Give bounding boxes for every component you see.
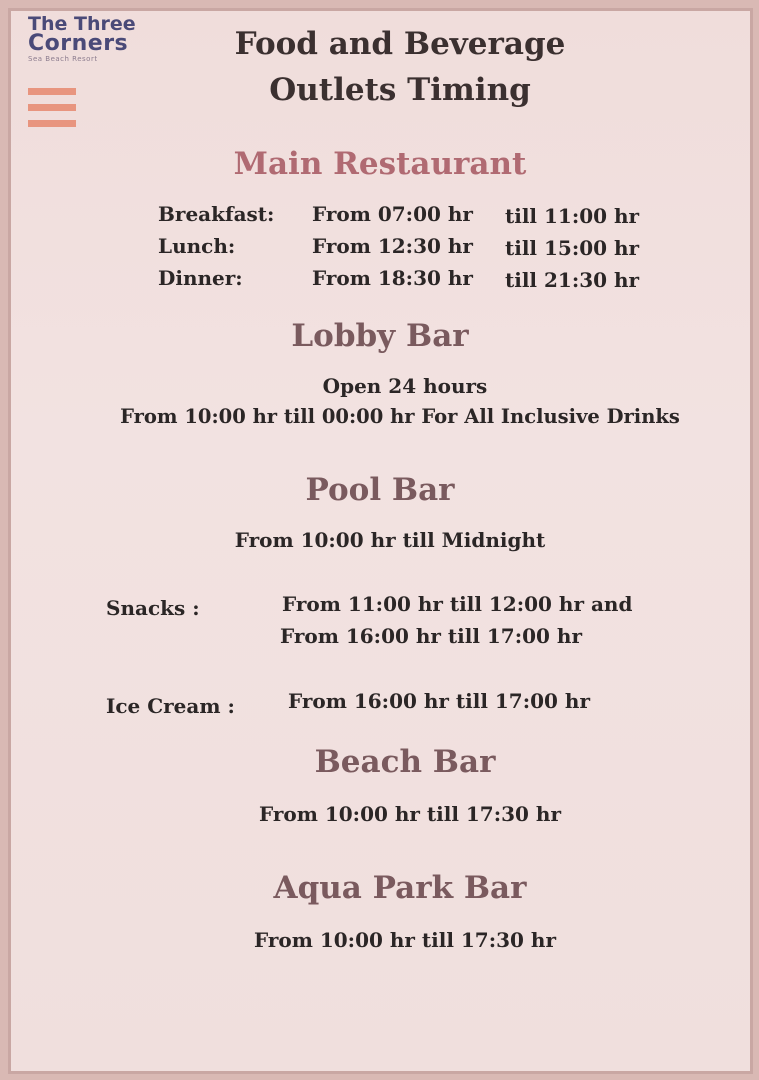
pool-bar-hours: From 10:00 hr till Midnight bbox=[234, 528, 546, 552]
page-title-line-2: Outlets Timing bbox=[269, 72, 531, 108]
dinner-till: till 21:30 hr bbox=[505, 268, 640, 292]
aqua-park-bar-hours: From 10:00 hr till 17:30 hr bbox=[254, 928, 556, 952]
lobby-bar-heading: Lobby Bar bbox=[291, 318, 469, 354]
main-restaurant-heading: Main Restaurant bbox=[233, 146, 527, 182]
logo-line-1: The Three bbox=[28, 13, 136, 35]
lunch-label: Lunch: bbox=[158, 234, 236, 258]
ice-cream-label: Ice Cream : bbox=[106, 694, 235, 718]
ice-cream-hours: From 16:00 hr till 17:00 hr bbox=[288, 689, 590, 713]
snacks-hours-2: From 16:00 hr till 17:00 hr bbox=[280, 624, 582, 648]
lunch-till: till 15:00 hr bbox=[505, 236, 640, 260]
dinner-label: Dinner: bbox=[158, 266, 243, 290]
breakfast-till: till 11:00 hr bbox=[505, 204, 640, 228]
aqua-park-bar-heading: Aqua Park Bar bbox=[273, 870, 527, 906]
dinner-from: From 18:30 hr bbox=[312, 266, 473, 290]
lobby-bar-open-hours: Open 24 hours bbox=[322, 374, 488, 398]
breakfast-from: From 07:00 hr bbox=[312, 202, 473, 226]
menu-icon bbox=[28, 88, 76, 134]
resort-logo bbox=[28, 14, 136, 64]
breakfast-label: Breakfast: bbox=[158, 202, 275, 226]
snacks-hours-1: From 11:00 hr till 12:00 hr and bbox=[282, 592, 633, 616]
logo-line-2: Corners bbox=[28, 31, 129, 56]
logo-line-3: Sea Beach Resort bbox=[28, 55, 98, 63]
snacks-label: Snacks : bbox=[106, 596, 200, 620]
beach-bar-hours: From 10:00 hr till 17:30 hr bbox=[259, 802, 561, 826]
pool-bar-heading: Pool Bar bbox=[305, 472, 455, 508]
lunch-from: From 12:30 hr bbox=[312, 234, 473, 258]
beach-bar-heading: Beach Bar bbox=[314, 744, 496, 780]
page-title-line-1: Food and Beverage bbox=[234, 26, 566, 62]
lobby-bar-inclusive-hours: From 10:00 hr till 00:00 hr For All Inclusive Drinks bbox=[120, 405, 680, 428]
